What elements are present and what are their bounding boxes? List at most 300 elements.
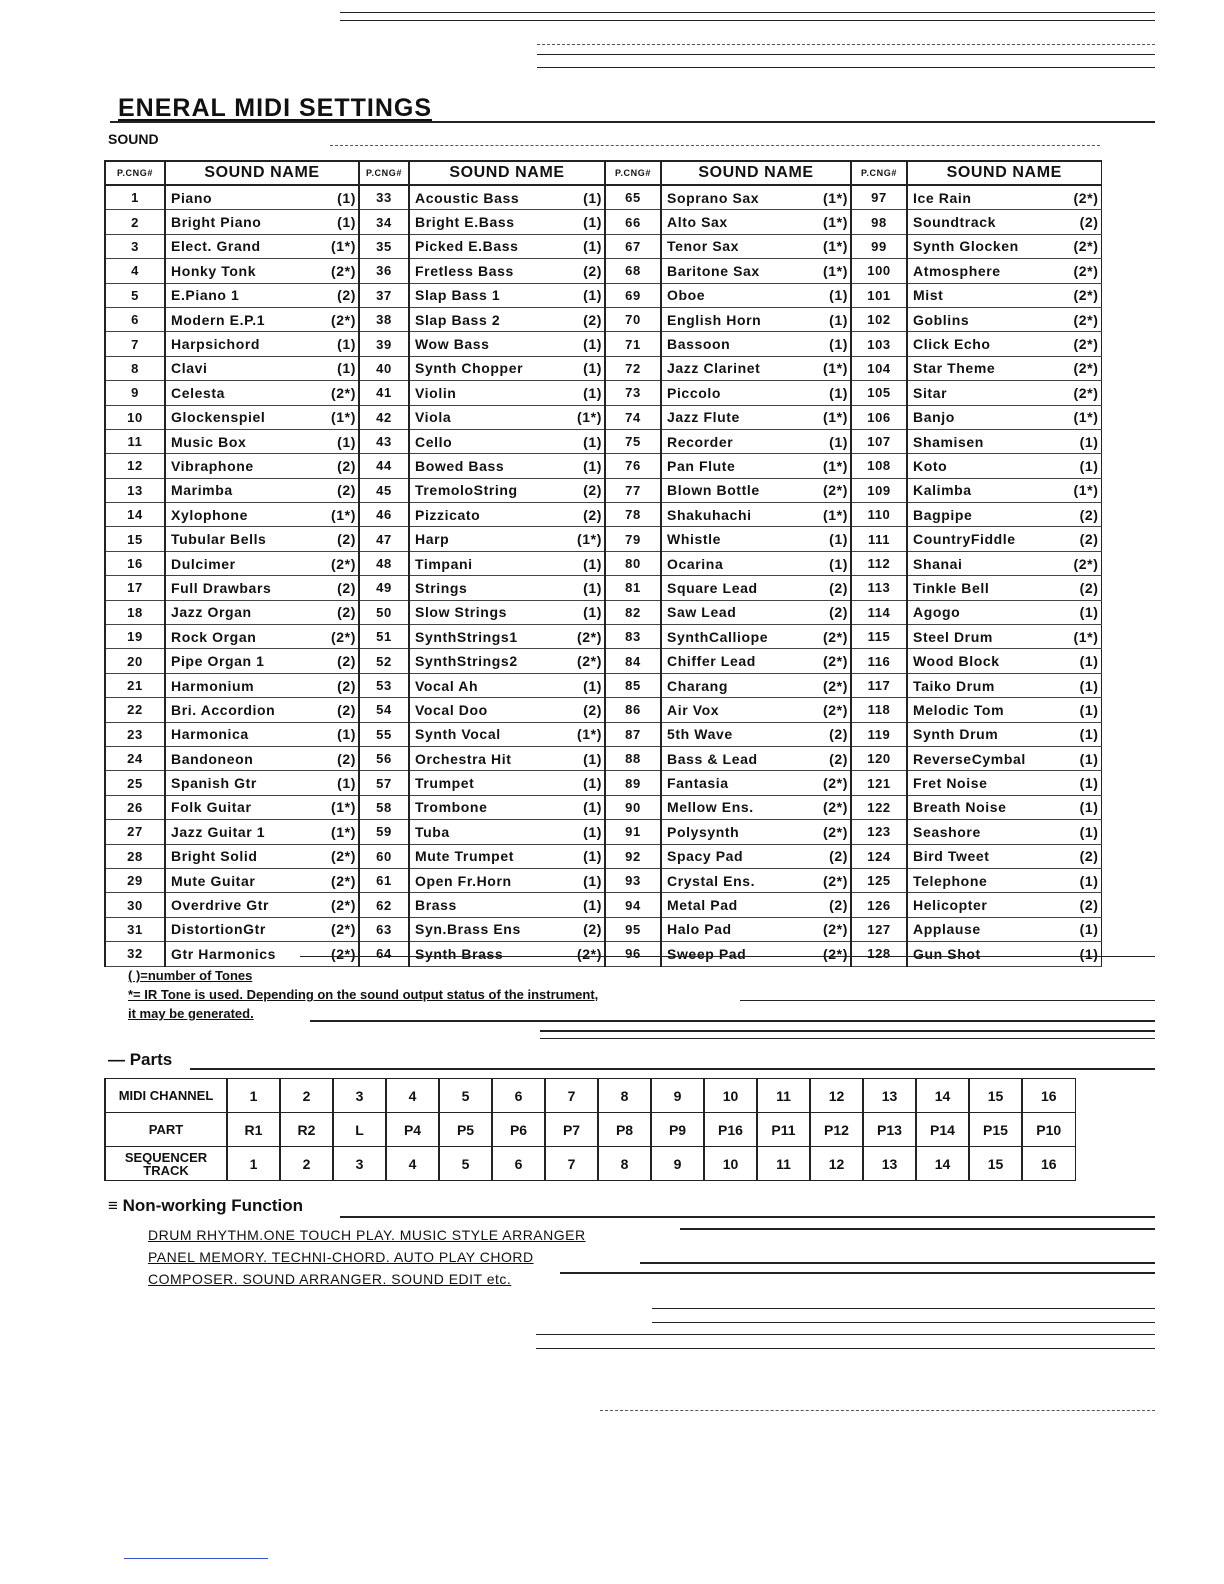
sound-name: 5th Wave [667, 726, 733, 743]
sound-name: Halo Pad [667, 921, 732, 938]
tone-count: (2*) [823, 653, 848, 670]
program-change-number: 39 [359, 332, 409, 356]
program-change-number: 38 [359, 307, 409, 331]
sound-name: Synth Brass [415, 945, 504, 962]
tone-count: (1*) [823, 262, 848, 279]
sound-name-cell [409, 454, 605, 478]
sound-name-cell [661, 893, 851, 917]
tone-count: (2*) [823, 823, 848, 840]
sound-name-cell [907, 722, 1101, 746]
part-cell: R2 [280, 1113, 333, 1147]
tone-count: (1) [829, 433, 848, 450]
sound-name: Pipe Organ 1 [171, 653, 265, 670]
top-rule [537, 54, 1155, 55]
sound-name: Synth Drum [913, 726, 999, 743]
sound-name-cell [661, 454, 851, 478]
notes-rule [540, 1030, 1155, 1032]
sound-name: Glockenspiel [171, 409, 266, 426]
tone-count: (1) [337, 189, 356, 206]
sound-name-cell [409, 600, 605, 624]
sound-name-cell [165, 844, 359, 868]
program-change-number: 50 [359, 600, 409, 624]
sound-name-cell [661, 259, 851, 283]
tone-count: (2*) [331, 311, 356, 328]
sound-name: Brass [415, 897, 457, 914]
tone-count: (1*) [823, 409, 848, 426]
sequencer-track-cell: 13 [863, 1147, 916, 1181]
sound-name-cell [409, 234, 605, 258]
sound-row [105, 405, 1101, 429]
notes-rule [310, 1020, 1155, 1022]
program-change-number: 57 [359, 771, 409, 795]
program-change-number: 13 [105, 478, 165, 502]
sound-row [105, 478, 1101, 502]
sound-name-cell [409, 649, 605, 673]
sound-name: Tuba [415, 823, 450, 840]
program-change-number: 30 [105, 893, 165, 917]
program-change-number: 19 [105, 625, 165, 649]
program-change-number: 76 [605, 454, 661, 478]
midi-channel-cell: 7 [545, 1079, 598, 1113]
tone-count: (1*) [1073, 409, 1099, 426]
program-change-number: 59 [359, 820, 409, 844]
sound-name: Star Theme [913, 360, 996, 377]
sound-name: Harmonica [171, 726, 249, 743]
sound-name: CountryFiddle [913, 531, 1016, 548]
sound-row [105, 698, 1101, 722]
sound-name: Bowed Bass [415, 457, 505, 474]
sound-name: Violin [415, 384, 457, 401]
part-cell: P9 [651, 1113, 704, 1147]
midi-channel-cell: 11 [757, 1079, 810, 1113]
sequencer-track-cell: 8 [598, 1147, 651, 1181]
sound-name: Full Drawbars [171, 579, 272, 596]
tone-count: (2*) [823, 872, 848, 889]
tone-count: (2*) [823, 701, 848, 718]
bottom-rule [652, 1322, 1155, 1323]
sound-row [105, 844, 1101, 868]
sound-name-cell [907, 917, 1101, 941]
pc-header: P.CNG# [105, 161, 165, 185]
nonworking-item: COMPOSER. SOUND ARRANGER. SOUND EDIT etc. [148, 1271, 512, 1287]
part-cell: P7 [545, 1113, 598, 1147]
program-change-number: 69 [605, 283, 661, 307]
sound-name: Melodic Tom [913, 701, 1005, 718]
sound-name-cell [409, 893, 605, 917]
program-change-number: 81 [605, 576, 661, 600]
sound-name-cell [165, 698, 359, 722]
tone-count: (1*) [577, 531, 602, 548]
sound-name: Mellow Ens. [667, 799, 754, 816]
sound-name-cell [165, 356, 359, 380]
sound-name: Bright E.Bass [415, 214, 515, 231]
tone-count: (1) [583, 823, 602, 840]
sound-name-header: SOUND NAME [907, 161, 1101, 185]
sound-name-cell [165, 478, 359, 502]
note-line: ( )=number of Tones [128, 968, 253, 983]
tone-count: (2*) [331, 262, 356, 279]
sound-name: Fretless Bass [415, 262, 514, 279]
tone-count: (2) [337, 677, 356, 694]
program-change-number: 37 [359, 283, 409, 307]
program-change-number: 79 [605, 527, 661, 551]
tone-count: (1*) [331, 506, 356, 523]
tone-count: (2) [337, 579, 356, 596]
program-change-number: 108 [851, 454, 907, 478]
parts-section-title: — Parts [108, 1050, 173, 1069]
sound-name: Harp [415, 531, 450, 548]
tone-count: (1*) [331, 238, 356, 255]
sound-row [105, 185, 1101, 210]
sound-name-cell [661, 746, 851, 770]
tone-count: (2*) [1073, 189, 1099, 206]
pc-header: P.CNG# [851, 161, 907, 185]
sound-name: Blown Bottle [667, 482, 760, 499]
bottom-rule [536, 1348, 1155, 1349]
sound-name-cell [907, 795, 1101, 819]
sound-name: Chiffer Lead [667, 653, 756, 670]
tone-count: (2*) [823, 482, 848, 499]
sound-name: Cello [415, 433, 453, 450]
sound-name: Slap Bass 1 [415, 287, 501, 304]
program-change-number: 29 [105, 868, 165, 892]
program-change-number: 11 [105, 429, 165, 453]
midi-channel-cell: 9 [651, 1079, 704, 1113]
sound-name-cell [907, 942, 1101, 966]
tone-count: (1) [583, 189, 602, 206]
tone-count: (2) [583, 701, 602, 718]
sound-name: Bird Tweet [913, 848, 990, 865]
sound-name-cell [409, 332, 605, 356]
part-cell: R1 [227, 1113, 280, 1147]
tone-count: (2) [1079, 531, 1099, 548]
tone-count: (1) [583, 238, 602, 255]
pc-header: P.CNG# [359, 161, 409, 185]
sound-name-cell [661, 820, 851, 844]
sound-name-cell [165, 332, 359, 356]
sound-name-header: SOUND NAME [409, 161, 605, 185]
sequencer-track-cell: 7 [545, 1147, 598, 1181]
program-change-number: 60 [359, 844, 409, 868]
sound-name: SynthStrings2 [415, 653, 518, 670]
tone-count: (2) [829, 579, 848, 596]
tone-count: (2*) [331, 555, 356, 572]
tone-count: (1) [1079, 604, 1099, 621]
page-title: ENERAL MIDI SETTINGS [118, 94, 433, 122]
sound-row [105, 917, 1101, 941]
program-change-number: 124 [851, 844, 907, 868]
sound-name: Saw Lead [667, 604, 737, 621]
program-change-number: 119 [851, 722, 907, 746]
program-change-number: 83 [605, 625, 661, 649]
sound-name-cell [661, 503, 851, 527]
midi-channel-cell: 4 [386, 1079, 439, 1113]
program-change-number: 109 [851, 478, 907, 502]
sound-row [105, 283, 1101, 307]
sound-name-cell [661, 868, 851, 892]
sound-name: Seashore [913, 823, 981, 840]
program-change-number: 6 [105, 307, 165, 331]
sound-name-cell [907, 356, 1101, 380]
sound-name-cell [409, 307, 605, 331]
part-cell: P5 [439, 1113, 492, 1147]
program-change-number: 51 [359, 625, 409, 649]
sound-name: Honky Tonk [171, 262, 257, 279]
midi-channel-cell: 6 [492, 1079, 545, 1113]
program-change-number: 48 [359, 551, 409, 575]
sound-row [105, 625, 1101, 649]
program-change-number: 73 [605, 381, 661, 405]
tone-count: (2) [583, 262, 602, 279]
sound-name-cell [661, 185, 851, 210]
sound-name-cell [409, 356, 605, 380]
sound-row [105, 454, 1101, 478]
sound-name-cell [165, 454, 359, 478]
sound-name: Goblins [913, 311, 970, 328]
program-change-number: 100 [851, 259, 907, 283]
program-change-number: 33 [359, 185, 409, 210]
sound-name-cell [907, 698, 1101, 722]
program-change-number: 128 [851, 942, 907, 966]
sound-name-cell [165, 893, 359, 917]
program-change-number: 123 [851, 820, 907, 844]
program-change-number: 86 [605, 698, 661, 722]
sound-name: Music Box [171, 433, 247, 450]
sound-name-cell [165, 405, 359, 429]
sound-row [105, 673, 1101, 697]
tone-count: (1*) [1073, 482, 1099, 499]
sequencer-track-label: SEQUENCER TRACK [105, 1147, 227, 1181]
sound-name: Shanai [913, 555, 963, 572]
tone-count: (1) [337, 360, 356, 377]
sound-name-cell [661, 283, 851, 307]
tone-count: (1) [583, 799, 602, 816]
sound-name: Jazz Organ [171, 604, 252, 621]
program-change-number: 114 [851, 600, 907, 624]
part-cell: P15 [969, 1113, 1022, 1147]
sequencer-track-cell: 2 [280, 1147, 333, 1181]
program-change-number: 71 [605, 332, 661, 356]
sound-name-cell [907, 868, 1101, 892]
program-change-number: 32 [105, 942, 165, 966]
program-change-number: 104 [851, 356, 907, 380]
sound-name-cell [907, 844, 1101, 868]
program-change-number: 17 [105, 576, 165, 600]
sound-name: Telephone [913, 872, 988, 889]
sound-name-cell [409, 771, 605, 795]
program-change-number: 3 [105, 234, 165, 258]
sound-name-cell [409, 210, 605, 234]
sound-name-cell [409, 795, 605, 819]
sound-name: Wow Bass [415, 336, 490, 353]
sound-name: Polysynth [667, 823, 740, 840]
tone-count: (1) [1079, 701, 1099, 718]
sound-name-cell [409, 478, 605, 502]
program-change-number: 115 [851, 625, 907, 649]
sound-name-cell [409, 722, 605, 746]
sound-name: Bandoneon [171, 750, 254, 767]
sound-name: TremoloString [415, 482, 518, 499]
sound-name: Bassoon [667, 336, 731, 353]
sound-name: Metal Pad [667, 897, 738, 914]
sound-name: Vibraphone [171, 457, 254, 474]
tone-count: (1) [583, 872, 602, 889]
midi-channel-cell: 10 [704, 1079, 757, 1113]
tone-count: (1) [1079, 945, 1099, 962]
program-change-number: 102 [851, 307, 907, 331]
program-change-number: 24 [105, 746, 165, 770]
tone-count: (1*) [331, 799, 356, 816]
tone-count: (2) [583, 482, 602, 499]
sequencer-track-cell: 14 [916, 1147, 969, 1181]
sound-name-cell [907, 210, 1101, 234]
sound-name-cell [165, 820, 359, 844]
sound-table [104, 160, 1102, 967]
sequencer-track-cell: 15 [969, 1147, 1022, 1181]
program-change-number: 43 [359, 429, 409, 453]
sound-name-cell [409, 259, 605, 283]
sound-name-cell [907, 527, 1101, 551]
sound-name: Celesta [171, 384, 226, 401]
tone-count: (2*) [331, 384, 356, 401]
top-rule [340, 20, 1155, 21]
sound-name-cell [907, 503, 1101, 527]
tone-count: (2*) [331, 945, 356, 962]
sound-name: Click Echo [913, 336, 991, 353]
tone-count: (2) [1079, 579, 1099, 596]
tone-count: (1) [829, 311, 848, 328]
program-change-number: 40 [359, 356, 409, 380]
sound-name: Vocal Doo [415, 701, 488, 718]
parts-rule [190, 1068, 1155, 1070]
program-change-number: 95 [605, 917, 661, 941]
tone-count: (1) [1079, 799, 1099, 816]
program-change-number: 90 [605, 795, 661, 819]
sound-name: Fret Noise [913, 775, 988, 792]
sound-name-cell [165, 600, 359, 624]
sound-name: Orchestra Hit [415, 750, 512, 767]
sound-name: Recorder [667, 433, 734, 450]
sound-name-cell [907, 381, 1101, 405]
sound-name-cell [907, 649, 1101, 673]
sound-name: Viola [415, 409, 452, 426]
tone-count: (1*) [823, 457, 848, 474]
sound-name: Mist [913, 287, 944, 304]
tone-count: (2*) [1073, 360, 1099, 377]
part-cell: P6 [492, 1113, 545, 1147]
sound-name: Tinkle Bell [913, 579, 990, 596]
sound-name: Gtr Harmonics [171, 945, 277, 962]
tone-count: (1) [583, 750, 602, 767]
program-change-number: 9 [105, 381, 165, 405]
sound-name-cell [409, 551, 605, 575]
part-row [105, 1113, 1075, 1147]
program-change-number: 25 [105, 771, 165, 795]
midi-channel-cell: 8 [598, 1079, 651, 1113]
sound-name: Alto Sax [667, 214, 728, 231]
sound-name-cell [661, 649, 851, 673]
tone-count: (1*) [823, 214, 848, 231]
tone-count: (2) [1079, 848, 1099, 865]
sound-name: Steel Drum [913, 628, 993, 645]
tone-count: (1) [583, 848, 602, 865]
program-change-number: 112 [851, 551, 907, 575]
sound-name-cell [409, 405, 605, 429]
program-change-number: 101 [851, 283, 907, 307]
sound-name: Harmonium [171, 677, 255, 694]
tone-count: (1) [1079, 823, 1099, 840]
tone-count: (1*) [823, 189, 848, 206]
program-change-number: 31 [105, 917, 165, 941]
sequencer-track-cell: 3 [333, 1147, 386, 1181]
tone-count: (1) [1079, 457, 1099, 474]
notes-rule [740, 1000, 1155, 1001]
sound-row [105, 722, 1101, 746]
sound-name: Synth Chopper [415, 360, 524, 377]
bottom-rule [124, 1558, 268, 1559]
sound-name-cell [907, 893, 1101, 917]
sound-name: Bright Piano [171, 214, 262, 231]
tone-count: (1) [583, 775, 602, 792]
program-change-number: 42 [359, 405, 409, 429]
sound-name: Tenor Sax [667, 238, 740, 255]
program-change-number: 67 [605, 234, 661, 258]
sound-name: Taiko Drum [913, 677, 995, 694]
sound-name: Fantasia [667, 775, 729, 792]
top-rule [537, 67, 1155, 68]
sound-name-cell [409, 283, 605, 307]
sound-row [105, 234, 1101, 258]
midi-channel-cell: 3 [333, 1079, 386, 1113]
program-change-number: 63 [359, 917, 409, 941]
tone-count: (2) [1079, 506, 1099, 523]
sound-name: Piccolo [667, 384, 721, 401]
sound-name: Bagpipe [913, 506, 973, 523]
tone-count: (2) [829, 848, 848, 865]
program-change-number: 36 [359, 259, 409, 283]
program-change-number: 72 [605, 356, 661, 380]
program-change-number: 99 [851, 234, 907, 258]
sound-name-cell [661, 332, 851, 356]
sound-name: Shamisen [913, 433, 984, 450]
sound-row [105, 576, 1101, 600]
sound-name-cell [165, 210, 359, 234]
tone-count: (2*) [577, 945, 602, 962]
sound-name: Koto [913, 457, 948, 474]
sound-name-cell [907, 332, 1101, 356]
sequencer-track-cell: 10 [704, 1147, 757, 1181]
program-change-number: 121 [851, 771, 907, 795]
tone-count: (1) [583, 555, 602, 572]
sound-name-cell [165, 649, 359, 673]
sound-name-cell [661, 307, 851, 331]
sound-name: Gun Shot [913, 945, 981, 962]
tone-count: (2) [1079, 214, 1099, 231]
program-change-number: 105 [851, 381, 907, 405]
sound-name-header: SOUND NAME [165, 161, 359, 185]
part-cell: P11 [757, 1113, 810, 1147]
program-change-number: 28 [105, 844, 165, 868]
sound-name: Sweep Pad [667, 945, 747, 962]
sound-name-cell [907, 820, 1101, 844]
sound-name: Breath Noise [913, 799, 1007, 816]
sound-row [105, 600, 1101, 624]
sound-name-cell [165, 307, 359, 331]
midi-channel-cell: 12 [810, 1079, 863, 1113]
midi-channel-row [105, 1079, 1075, 1113]
tone-count: (2*) [823, 775, 848, 792]
sound-name-cell [907, 478, 1101, 502]
